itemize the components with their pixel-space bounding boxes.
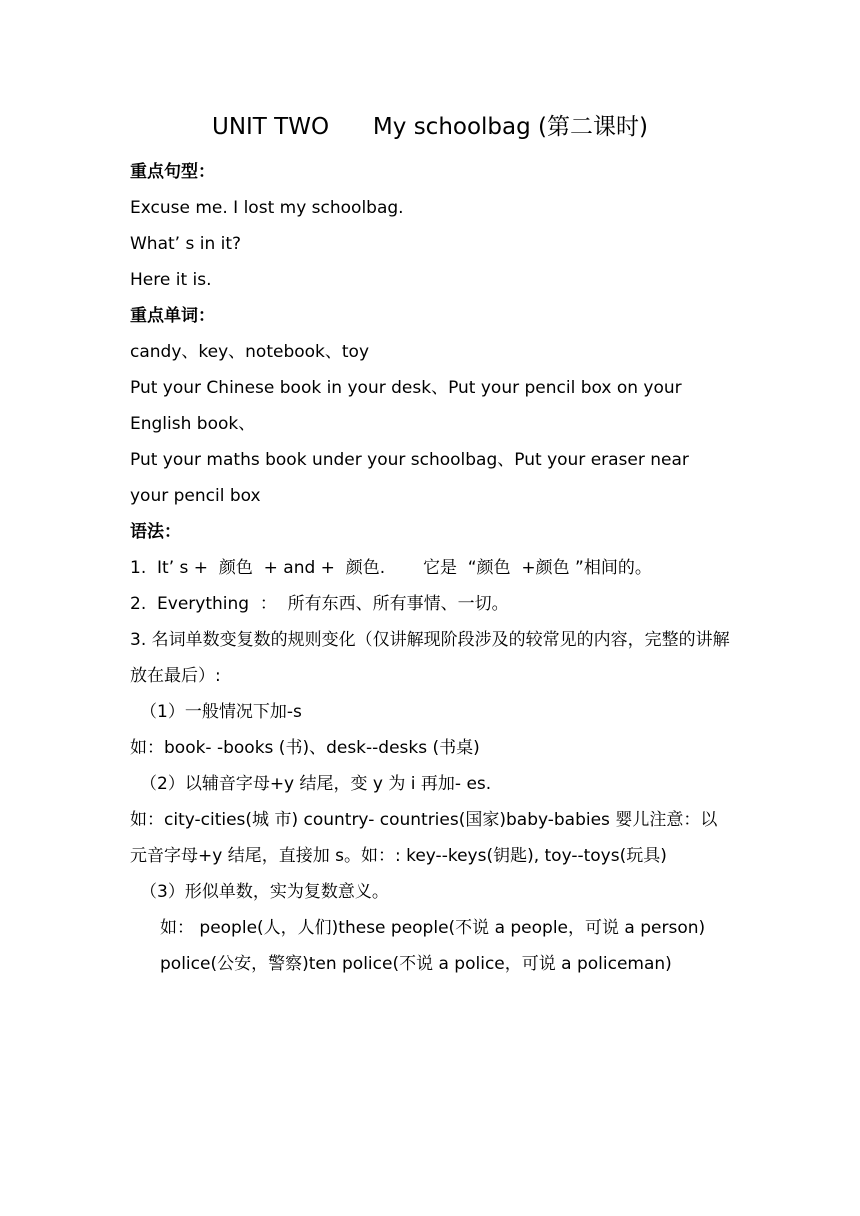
- grammar-rule-3: （3）形似单数，实为复数意义。: [140, 882, 389, 902]
- grammar-rule-1-example: 如：book- -books (书)、desk--desks (书桌): [130, 738, 480, 758]
- grammar-rule-2-example: 如：city-cities(城 市) country- countries(国家)baby-babies 婴儿注意：以元音字母+y 结尾，直接加 s。如：: key--keys(钥匙), toy--toys(玩具): [130, 810, 718, 866]
- phrase-paragraph: Put your Chinese book in your desk、Put your pencil box on your English book、: [130, 378, 682, 434]
- key-sentence: Excuse me. I lost my schoolbag.: [130, 198, 404, 218]
- grammar-rule-3-example: police(公安，警察)ten police(不说 a police，可说 a policeman): [160, 954, 672, 974]
- grammar-item-2: 2. Everything ： 所有东西、所有事情、一切。: [130, 594, 509, 614]
- grammar-rule-1: （1）一般情况下加-s: [140, 702, 302, 722]
- grammar-item-1: 1. It’ s + 颜色 + and + 颜色. 它是 “颜色 +颜色 ”相间的。: [130, 558, 652, 578]
- grammar-heading: 语法：: [130, 522, 181, 542]
- key-words-heading: 重点单词：: [130, 306, 215, 326]
- document-title: UNIT TWO My schoolbag (第二课时): [211, 114, 648, 140]
- key-words-list: candy、key、notebook、toy: [130, 342, 370, 362]
- key-sentence: What’ s in it?: [130, 234, 242, 254]
- grammar-item-3: 3. 名词单数变复数的规则变化（仅讲解现阶段涉及的较常见的内容，完整的讲解放在最后）:: [130, 630, 730, 686]
- grammar-rule-2: （2）以辅音字母+y 结尾，变 y 为 i 再加- es.: [140, 774, 492, 794]
- key-sentences-heading: 重点句型：: [130, 162, 215, 182]
- phrase-paragraph: Put your maths book under your schoolbag、Put your eraser near your pencil box: [130, 450, 689, 506]
- document-body: [130, 154, 730, 982]
- grammar-rule-3-example: 如： people(人，人们)these people(不说 a people，可说 a person): [160, 918, 706, 938]
- key-sentence: Here it is.: [130, 270, 212, 290]
